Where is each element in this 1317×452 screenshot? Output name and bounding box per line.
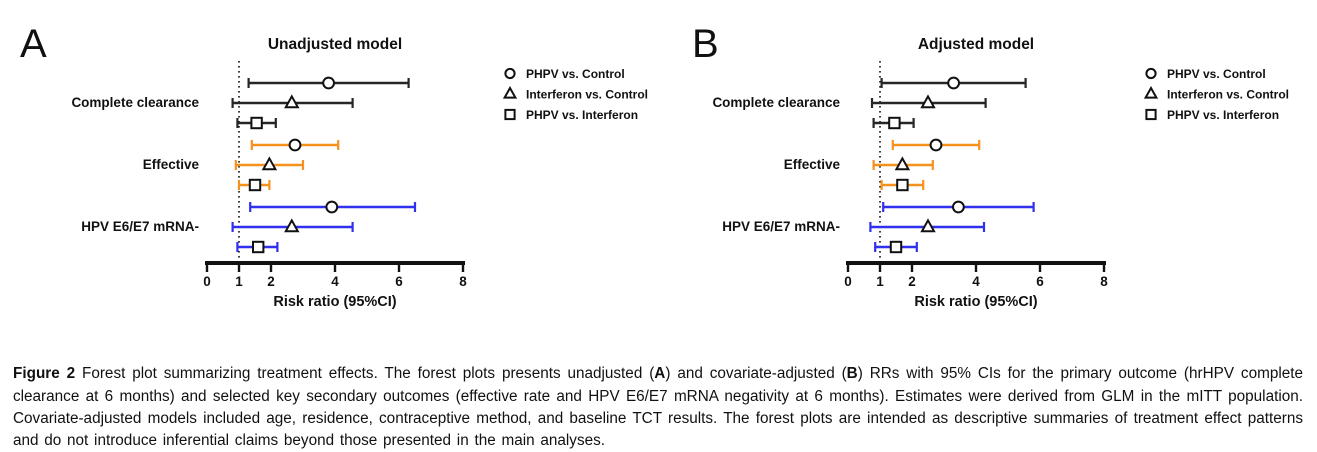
category-label: Complete clearance (71, 95, 199, 110)
x-tick-label: 1 (876, 274, 884, 289)
category-label: Effective (783, 157, 840, 172)
point-estimate-marker (290, 140, 301, 151)
point-estimate-marker (931, 140, 942, 151)
legend-label: Interferon vs. Control (526, 87, 649, 102)
x-axis-title: Risk ratio (95%CI) (273, 294, 397, 310)
panel-letter: A (20, 22, 47, 66)
x-tick-label: 0 (203, 274, 211, 289)
point-estimate-marker (948, 78, 959, 89)
x-axis-title: Risk ratio (95%CI) (914, 294, 1038, 310)
x-tick-label: 2 (908, 274, 916, 289)
x-tick-label: 6 (1036, 274, 1044, 289)
legend-label: PHPV vs. Control (526, 67, 625, 81)
legend-label: PHPV vs. Interferon (526, 108, 639, 122)
point-estimate-marker (251, 118, 261, 128)
legend-square-icon (505, 110, 514, 119)
x-tick-label: 6 (395, 274, 403, 289)
legend-circle-icon (505, 69, 514, 78)
panel-title: Unadjusted model (267, 36, 403, 53)
category-label: Complete clearance (712, 95, 840, 110)
point-estimate-marker (250, 180, 260, 190)
point-estimate-marker (253, 242, 263, 252)
point-estimate-marker (263, 158, 275, 169)
x-tick-label: 4 (331, 274, 339, 289)
point-estimate-marker (896, 158, 908, 169)
category-label: HPV E6/E7 mRNA- (81, 219, 199, 234)
x-tick-label: 4 (972, 274, 980, 289)
point-estimate-marker (326, 202, 337, 213)
legend-square-icon (1146, 110, 1155, 119)
point-estimate-marker (323, 78, 334, 89)
legend-label: Interferon vs. Control (1167, 87, 1290, 102)
panel-title: Adjusted model (917, 36, 1035, 53)
figure-caption: Figure 2 Forest plot summarizing treatment effects. The forest plots presents unadjusted (A) and covariate-adjusted (B) RRs with 95% CIs for the primary outcome (hrHPV complete clearance at 6 months) and selected key secondary outcomes (effective rate and HPV E6/E7 mRNA negativity at 6 months). Estimates were derived from GLM in the mITT population. Covariate-adjusted models included age, residence, contraceptive method, and baseline TCT results. The forest plots are intended as descriptive summaries of treatment effect patterns and do not introduce inferential claims beyond those presented in the main analyses. (13, 365, 1303, 449)
legend-circle-icon (1146, 69, 1155, 78)
point-estimate-marker (897, 180, 907, 190)
x-tick-label: 0 (844, 274, 852, 289)
category-label: HPV E6/E7 mRNA- (722, 219, 840, 234)
point-estimate-marker (891, 242, 901, 252)
panel-letter: B (692, 22, 719, 66)
legend-label: PHPV vs. Control (1167, 67, 1266, 81)
x-tick-label: 2 (267, 274, 275, 289)
x-tick-label: 8 (459, 274, 467, 289)
x-tick-label: 1 (235, 274, 243, 289)
point-estimate-marker (889, 118, 899, 128)
legend-label: PHPV vs. Interferon (1167, 108, 1280, 122)
point-estimate-marker (953, 202, 964, 213)
x-tick-label: 8 (1100, 274, 1108, 289)
legend-triangle-icon (1146, 88, 1157, 98)
category-label: Effective (142, 157, 199, 172)
point-estimate-marker (922, 220, 934, 231)
legend-triangle-icon (505, 88, 516, 98)
point-estimate-marker (286, 220, 298, 231)
